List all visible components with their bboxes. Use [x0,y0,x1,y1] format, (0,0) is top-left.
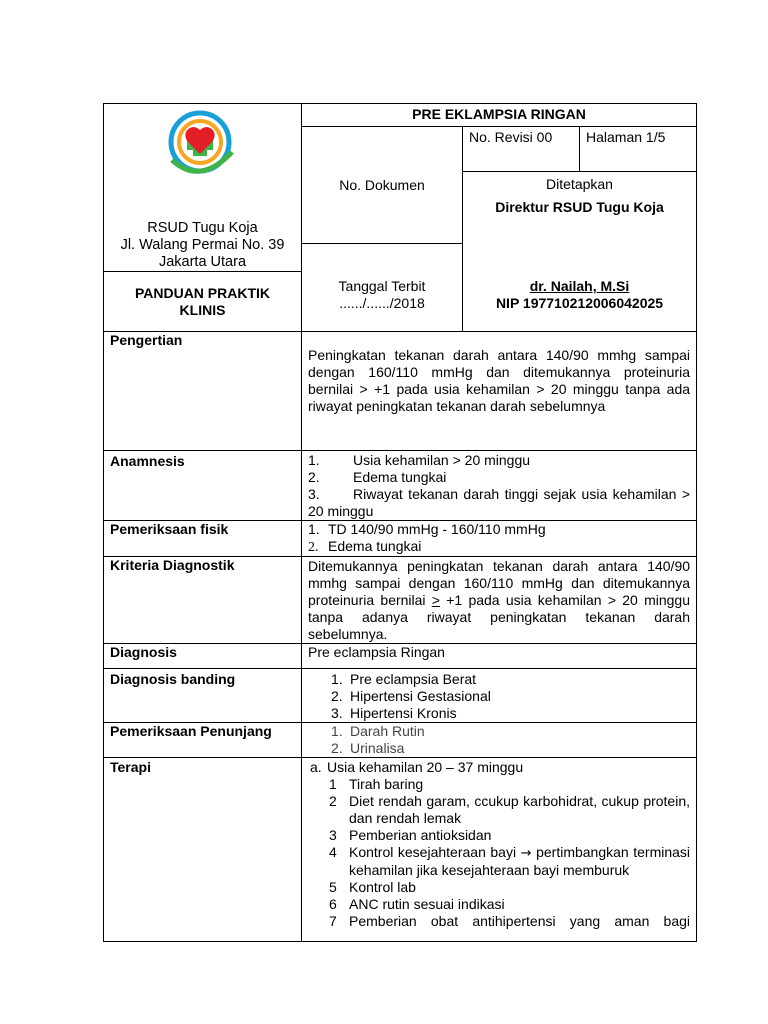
doc-type-line1: PANDUAN PRAKTIK [134,284,271,301]
list-item: 1 Tirah baring [329,776,424,792]
list-item: 2 Diet rendah garam, ccukup karbohidrat, cukup protein, dan rendah lemak [329,793,691,826]
diagnosis-banding-list [302,669,697,723]
pengertian-text: Peningkatan tekanan darah antara 140/90 mmhg sampai dengan 160/110 mmHg dan ditemukannya proteinuria bernilai > +1 pada usia kehamilan > 20 minggu tanpa ada riwayat peningkatan tekanan darah sebelumnya [302,332,697,451]
list-item: 5 Kontrol lab [329,879,416,895]
terapi-heading: a. Usia kehamilan 20 – 37 minggu [310,759,524,775]
list-item: 7 Pemberian obat antihipertensi yang aman bagi [329,913,691,929]
terapi-label: Terapi [104,758,302,942]
org-city: Jakarta Utara [158,254,247,270]
list-item: 2. Edema tungkai [308,538,422,555]
list-item: 2. Urinalisa [331,740,405,756]
pemeriksaan-fisik-label: Pemeriksaan fisik [104,521,302,557]
signer-nip: NIP 197710212006042025 [495,295,664,311]
penunjang-list [302,723,697,758]
sop-document [103,103,696,942]
arrow-right-icon: → [520,846,532,861]
halaman: Halaman 1/5 [580,127,697,172]
tanggal-label: Tanggal Terbit [338,277,426,294]
anamnesis-list [302,451,697,521]
document-title: PRE EKLAMPSIA RINGAN [302,104,697,127]
diagnosis-text: Pre eclampsia Ringan [302,644,697,669]
org-address: Jl. Walang Permai No. 39 [120,237,285,253]
list-item: 1. Darah Rutin [331,723,425,739]
org-name: RSUD Tugu Koja [147,220,258,236]
sop-table [103,103,697,942]
tanggal-value: ....../....../2018 [339,294,425,311]
list-item: 4 Kontrol kesejahteraan bayi → pertimbangkan terminasi kehamilan jika kesejahteraan bayi memburuk [329,844,691,878]
gte-symbol: > [431,592,440,608]
direktur: Direktur RSUD Tugu Koja [495,199,664,215]
list-item: 6 ANC rutin sesuai indikasi [329,896,505,912]
pengertian-label: Pengertian [104,332,302,451]
doc-type-cell [104,272,302,332]
ditetapkan: Ditetapkan [546,176,613,192]
hospital-logo-icon [164,108,242,178]
list-item: 1. Usia kehamilan > 20 minggu [308,452,531,468]
diagnosis-label: Diagnosis [104,644,302,669]
list-item: 1. Pre eclampsia Berat [331,671,477,687]
signer-name: dr. Nailah, M.Si [529,278,630,294]
no-revisi: No. Revisi 00 [463,127,580,172]
diagnosis-banding-label: Diagnosis banding [104,669,302,723]
org-cell [104,104,302,272]
kriteria-label: Kriteria Diagnostik [104,557,302,644]
list-item: 2. Hipertensi Gestasional [331,688,491,704]
list-item: 3 Pemberian antioksidan [329,827,492,843]
no-dokumen-label: No. Dokumen [302,127,463,244]
terapi-content [302,758,697,942]
penunjang-label: Pemeriksaan Penunjang [104,723,302,758]
kriteria-text: Ditemukannya peningkatan tekanan darah antara 140/90 mmhg sampai dengan 160/110 mmHg dan ditemukannya proteinuria bernilai > +1 pada usia kehamilan > 20 minggu tanpa adanya riwayat peningkatan tekanan darah sebelumnya. [302,557,697,644]
anamnesis-label: Anamnesis [104,451,302,521]
list-item: 3. Riwayat tekanan darah tinggi sejak usia kehamilan > 20 minggu [308,486,691,519]
doc-type-line2: KLINIS [179,301,226,318]
list-item: 1. TD 140/90 mmHg - 160/110 mmHg [308,521,546,537]
tanggal-cell [302,244,463,332]
list-item: 2. Edema tungkai [308,469,447,485]
list-item: 3. Hipertensi Kronis [331,705,457,721]
pemeriksaan-fisik-list [302,521,697,557]
approval-cell [463,172,697,332]
